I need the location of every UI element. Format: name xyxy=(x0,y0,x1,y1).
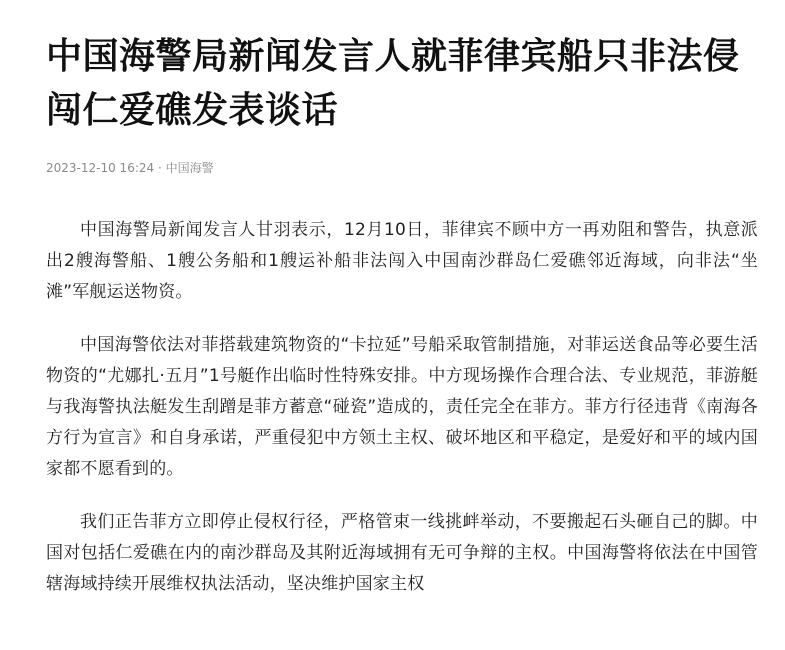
article-meta: 2023-12-10 16:24 · 中国海警 xyxy=(46,161,214,175)
news-article xyxy=(46,30,758,622)
article-paragraph: 中国海警局新闻发言人甘羽表示，12月10日，菲律宾不顾中方一再劝阻和警告，执意派出2艘海警船、1艘公务船和1艘运补船非法闯入中国南沙群岛仁爱礁邻近海域，向非法“坐滩”军舰运送物资。 xyxy=(46,220,758,302)
article-body xyxy=(46,215,758,600)
article-paragraph: 中国海警依法对菲搭载建筑物资的“卡拉延”号船采取管制措施，对菲运送食品等必要生活物资的“尤娜扎·五月”1号艇作出临时性特殊安排。中方现场操作合理合法、专业规范，菲游艇与我海警执法艇发生刮蹭是菲方蓄意“碰瓷”造成的，责任完全在菲方。菲方行径违背《南海各方行为宣言》和自身承诺，严重侵犯中方领土主权、破坏地区和平稳定，是爱好和平的域内国家都不愿看到的。 xyxy=(46,335,758,479)
article-title: 中国海警局新闻发言人就菲律宾船只非法侵闯仁爱礁发表谈话 xyxy=(46,36,740,131)
article-paragraph: 我们正告菲方立即停止侵权行径，严格管束一线挑衅举动，不要搬起石头砸自己的脚。中国对包括仁爱礁在内的南沙群岛及其附近海域拥有无可争辩的主权。中国海警将依法在中国管辖海域持续开展维权执法活动，坚决维护国家主权 xyxy=(46,512,758,594)
